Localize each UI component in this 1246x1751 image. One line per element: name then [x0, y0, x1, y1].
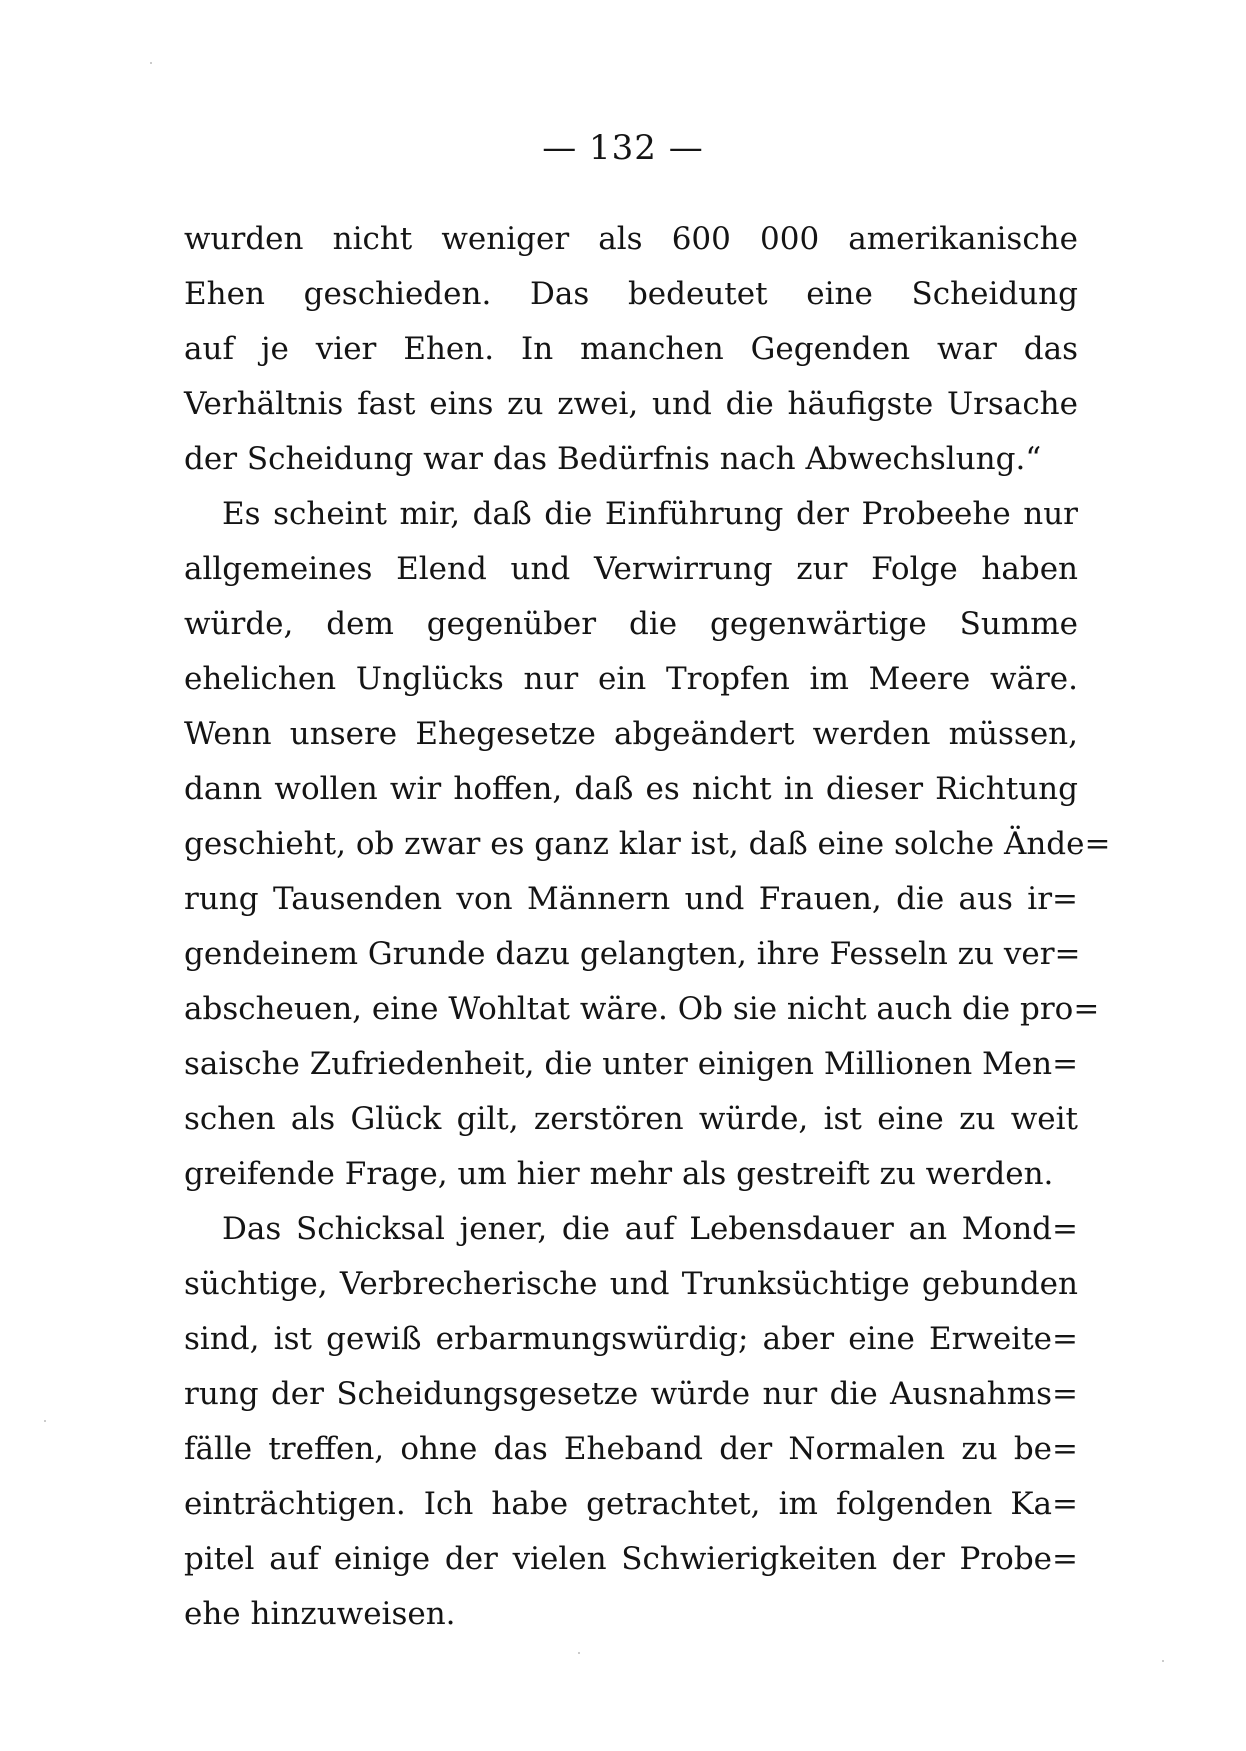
text-line: allgemeines Elend und Verwirrung zur Folge haben	[184, 551, 1078, 587]
scan-speck	[1162, 1660, 1164, 1662]
text-line: ehelichen Unglücks nur ein Tropfen im Meere wäre.	[184, 661, 1078, 697]
text-line: der Scheidung war das Bedürfnis nach Abwechslung.“	[184, 441, 1042, 477]
text-line: pitel auf einige der vielen Schwierigkeiten der Probe=	[184, 1541, 1078, 1577]
text-line: schen als Glück gilt, zerstören würde, ist eine zu weit	[184, 1101, 1078, 1137]
text-line: abscheuen, eine Wohltat wäre. Ob sie nicht auch die pro=	[184, 991, 1100, 1027]
text-line: ehe hinzuweisen.	[184, 1596, 456, 1632]
text-line: rung Tausenden von Männern und Frauen, die aus ir=	[184, 881, 1078, 917]
text-line: Das Schicksal jener, die auf Lebensdauer an Mond=	[222, 1211, 1078, 1247]
text-line: sind, ist gewiß erbarmungswürdig; aber eine Erweite=	[184, 1321, 1078, 1357]
scan-speck	[44, 1420, 46, 1422]
scan-speck	[150, 62, 152, 64]
text-line: geschieht, ob zwar es ganz klar ist, daß eine solche Ände=	[184, 826, 1111, 862]
text-line: greifende Frage, um hier mehr als gestreift zu werden.	[184, 1156, 1054, 1192]
text-line: auf je vier Ehen. In manchen Gegenden war das	[184, 331, 1078, 367]
text-line: dann wollen wir hoffen, daß es nicht in dieser Richtung	[184, 771, 1078, 807]
text-line: saische Zufriedenheit, die unter einigen Millionen Men=	[184, 1046, 1079, 1082]
paragraph-2	[184, 487, 1111, 1202]
text-line: würde, dem gegenüber die gegenwärtige Summe	[184, 606, 1078, 642]
text-line: fälle treffen, ohne das Eheband der Normalen zu be=	[184, 1431, 1078, 1467]
paragraph-3	[184, 1202, 1078, 1642]
text-line: Verhältnis fast eins zu zwei, und die häufigste Ursache	[184, 386, 1078, 422]
text-line: rung der Scheidungsgesetze würde nur die Ausnahms=	[184, 1376, 1078, 1412]
text-line: gendeinem Grunde dazu gelangten, ihre Fesseln zu ver=	[184, 936, 1081, 972]
text-line: Es scheint mir, daß die Einführung der Probeehe nur	[222, 496, 1078, 532]
text-line: süchtige, Verbrecherische und Trunksüchtige gebunden	[184, 1266, 1078, 1302]
text-line: Ehen geschieden. Das bedeutet eine Scheidung	[184, 276, 1078, 312]
paragraph-1	[184, 212, 1078, 487]
text-line: Wenn unsere Ehegesetze abgeändert werden müssen,	[184, 716, 1078, 752]
text-line: wurden nicht weniger als 600 000 amerikanische	[184, 221, 1078, 257]
body-text	[184, 212, 1111, 1642]
page-number: — 132 —	[542, 128, 704, 168]
text-line: einträchtigen. Ich habe getrachtet, im folgenden Ka=	[184, 1486, 1078, 1522]
scan-speck	[578, 1652, 580, 1654]
